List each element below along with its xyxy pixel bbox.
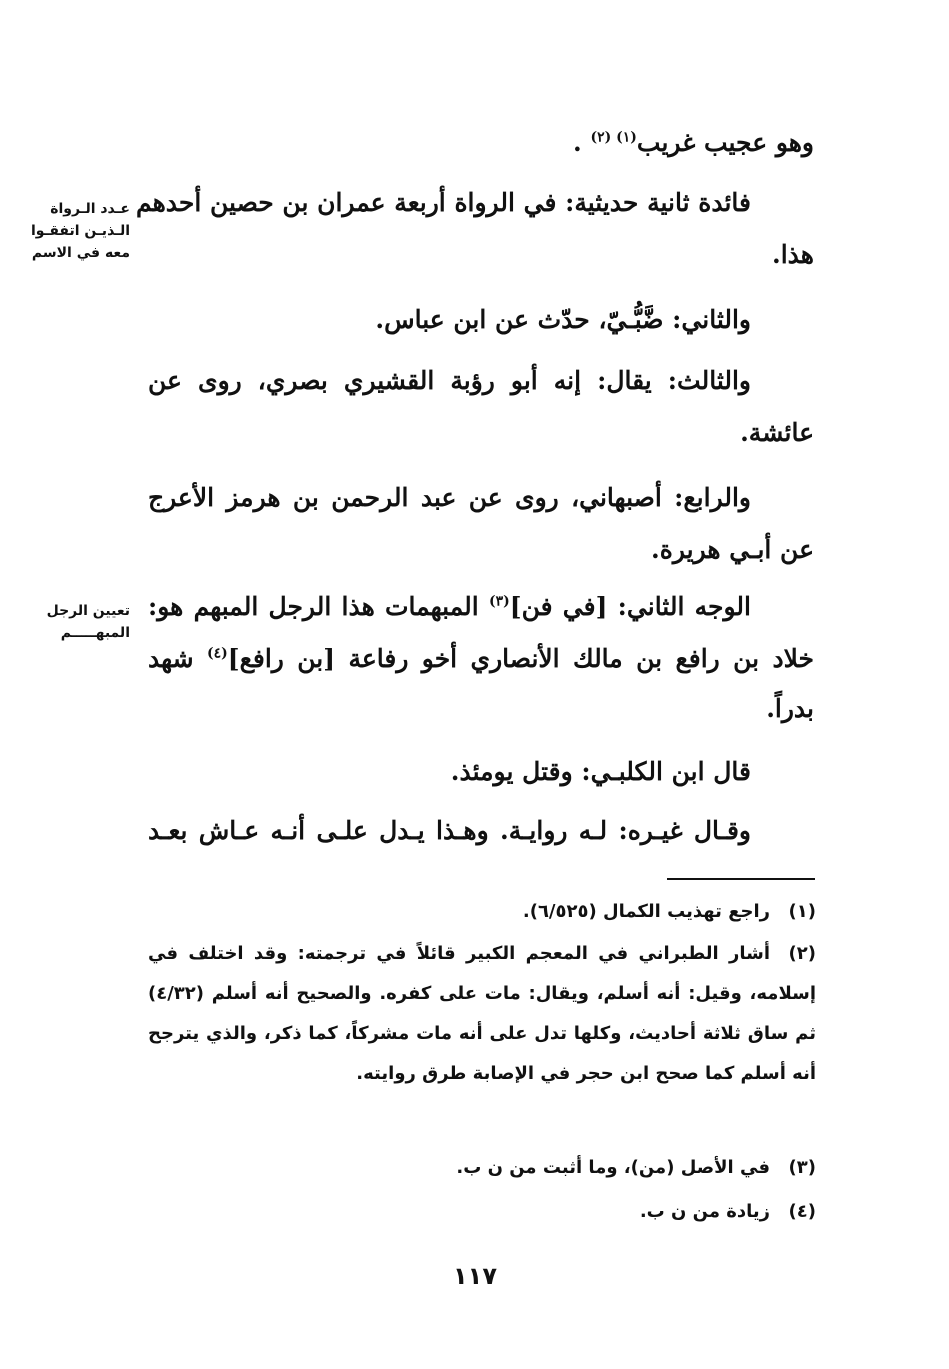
line-9-text-b: المبهمات هذا الرجل المبهم هو: <box>148 592 489 621</box>
page-number: ١١٧ <box>453 1262 497 1290</box>
line-7-text: والرابع: أصبهاني، روى عن عبد الرحمن بن هرمز الأعرج <box>148 483 751 512</box>
footnote-ref-4: (٤) <box>206 645 228 662</box>
margin-note-line: الـذيـن اتفقـوا <box>30 223 130 239</box>
line-9-text-a: الوجه الثاني: [في فن] <box>509 592 751 621</box>
footnote-ref-3: (٣) <box>488 593 510 610</box>
footnote-2 <box>148 934 816 1094</box>
text-line-8 <box>651 535 814 564</box>
text-line-7 <box>148 483 751 512</box>
margin-note-narrators <box>20 198 130 264</box>
text-line-5 <box>148 366 751 395</box>
footnote-text: أشار الطبراني في المعجم الكبير قائلاً في ترجمته: وقد اختلف في إسلامه، وقيل: أنه أسلم، ويقال: مات على كفره. والصحيح أنه أسلم (٤/٣٢) ثم ساق ثلاثة أحاديث، وكلها تدل على أنه مات مشركاً، كما ذكر، والذي يترجح أنه أسلم كما صحح ابن حجر في الإصابة طرق روايته. <box>148 943 816 1084</box>
text-line-11 <box>766 694 814 723</box>
footnote-number: (٣) <box>788 1157 816 1178</box>
footnote-text: في الأصل (من)، وما أثبت من ن ب. <box>456 1157 770 1178</box>
margin-note-unnamed-man <box>20 600 130 644</box>
margin-note-line: المبهـــــم <box>60 625 130 641</box>
footnote-number: (٤) <box>788 1201 816 1222</box>
line-5-text: والثالث: يقال: إنه أبو رؤبة القشيري بصري، روى عن <box>148 366 751 395</box>
text-line-1 <box>573 128 814 157</box>
text-line-2 <box>135 188 751 217</box>
line-11-text: بدراً. <box>766 694 814 723</box>
footnote-separator <box>667 878 815 880</box>
footnote-3 <box>148 1148 816 1188</box>
text-line-4 <box>375 305 751 334</box>
line-3-text: هذا. <box>772 240 814 269</box>
line-2-text: فائدة ثانية حديثية: في الرواة أربعة عمران بن حصين أحدهم <box>135 188 751 217</box>
text-line-3 <box>772 240 814 269</box>
footnote-number: (١) <box>788 901 816 922</box>
text-line-12 <box>451 757 751 786</box>
line-6-text: عائشة. <box>740 418 814 447</box>
margin-note-line: تعيين الرجل <box>46 603 130 619</box>
text-line-6 <box>740 418 814 447</box>
margin-note-line: معه في الاسم <box>31 245 130 261</box>
text-line-10 <box>148 644 814 673</box>
line-12-text: قال ابن الكلبـي: وقتل يومئذ. <box>450 757 751 786</box>
footnote-1 <box>148 892 816 932</box>
footnote-number: (٢) <box>788 943 816 964</box>
footnote-4 <box>148 1192 816 1232</box>
margin-note-line: عـدد الـرواة <box>50 201 130 217</box>
text-line-9 <box>148 592 751 621</box>
footnote-text: راجع تهذيب الكمال (٦/٥٢٥). <box>522 901 770 922</box>
footnote-text: زيادة من ن ب. <box>639 1201 770 1222</box>
line-8-text: عن أبـي هريرة. <box>651 535 814 564</box>
line-10-text-b: شهد <box>148 644 207 673</box>
line-1-end: . <box>573 128 582 157</box>
text-line-13 <box>148 816 751 845</box>
line-10-text-a: خلاد بن رافع بن مالك الأنصاري أخو رفاعة [بن رافع] <box>227 644 814 673</box>
line-1-text: وهو عجيب غريب <box>636 128 814 157</box>
line-4-text: والثاني: ضَّبُّـيّ، حدّث عن ابن عباس. <box>375 305 751 334</box>
footnote-ref-1-2: (١) (٢) <box>590 129 637 146</box>
line-13-text: وقـال غيـره: لـه روايـة. وهـذا يـدل علـى أنـه عـاش بعـد <box>148 816 751 845</box>
